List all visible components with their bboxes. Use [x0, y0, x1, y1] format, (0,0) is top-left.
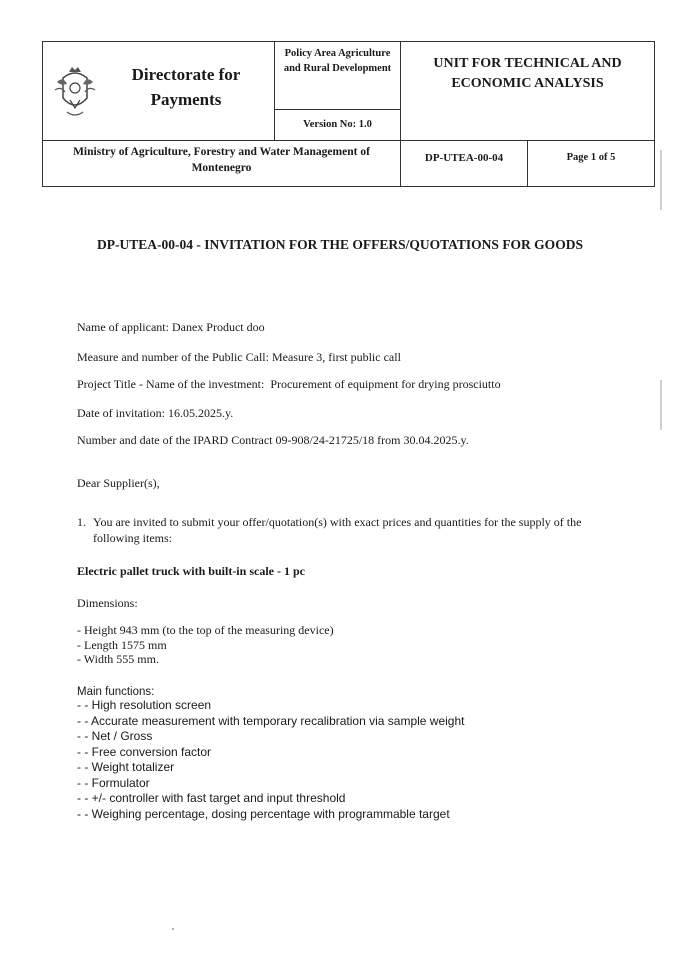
- functions-label: Main functions:: [77, 686, 155, 698]
- directorate-title: Directorate for Payments: [131, 65, 241, 109]
- ministry-cell: Ministry of Agriculture, Forestry and Water Management of Montenegro: [43, 141, 401, 186]
- list-item: - Height 943 mm (to the top of the measuring device): [77, 623, 334, 637]
- numbered-paragraph: [77, 514, 597, 546]
- project-value: Procurement of equipment for drying prosciutto: [270, 377, 501, 391]
- coat-of-arms-icon: [53, 64, 97, 120]
- project-field: [77, 376, 501, 392]
- list-item: - - Weight totalizer: [77, 760, 175, 774]
- unit-cell: UNIT FOR TECHNICAL AND ECONOMIC ANALYSIS: [401, 42, 654, 141]
- date-field: Date of invitation: 16.05.2025.y.: [77, 406, 234, 420]
- dimensions-label: Dimensions:: [77, 596, 138, 610]
- salutation: Dear Supplier(s),: [77, 476, 160, 490]
- list-item: - - Weighing percentage, dosing percentage with programmable target: [77, 806, 450, 821]
- scan-speck: [172, 928, 174, 930]
- list-item: - Length 1575 mm: [77, 637, 167, 652]
- item-title: Electric pallet truck with built-in scale - 1 pc: [77, 564, 305, 578]
- scan-edge-mark: [660, 380, 662, 430]
- scan-edge-mark: [660, 150, 662, 210]
- list-item: - - Free conversion factor: [77, 744, 212, 759]
- list-item: - - High resolution screen: [77, 698, 212, 712]
- paragraph-text: You are invited to submit your offer/quotation(s) with exact prices and quantities for the supply of the following items:: [93, 515, 582, 545]
- page-number-cell: Page 1 of 5: [566, 152, 616, 163]
- project-label: Project Title - Name of the investment:: [77, 377, 265, 391]
- list-item: - - Accurate measurement with temporary recalibration via sample weight: [77, 713, 465, 728]
- list-item: - Width 555 mm.: [77, 652, 159, 666]
- directorate-cell: [43, 42, 275, 141]
- list-item: - - Net / Gross: [77, 729, 153, 743]
- functions-list: [77, 698, 465, 822]
- paragraph-number: 1.: [77, 515, 86, 529]
- list-item: - - +/- controller with fast target and input threshold: [77, 791, 346, 805]
- document-title: DP-UTEA-00-04 - INVITATION FOR THE OFFERS/QUOTATIONS FOR GOODS: [97, 237, 583, 252]
- document-header-table: [42, 41, 655, 187]
- dimensions-list: [77, 623, 334, 667]
- contract-field: Number and date of the IPARD Contract 09-908/24-21725/18 from 30.04.2025.y.: [77, 433, 469, 447]
- applicant-field: Name of applicant: Danex Product doo: [77, 320, 265, 334]
- doc-code-cell: DP-UTEA-00-04: [401, 141, 528, 186]
- version-cell: Version No: 1.0: [275, 110, 401, 141]
- policy-area-cell: Policy Area Agriculture and Rural Development: [275, 42, 401, 110]
- measure-field: Measure and number of the Public Call: Measure 3, first public call: [77, 350, 401, 364]
- list-item: - - Formulator: [77, 775, 150, 790]
